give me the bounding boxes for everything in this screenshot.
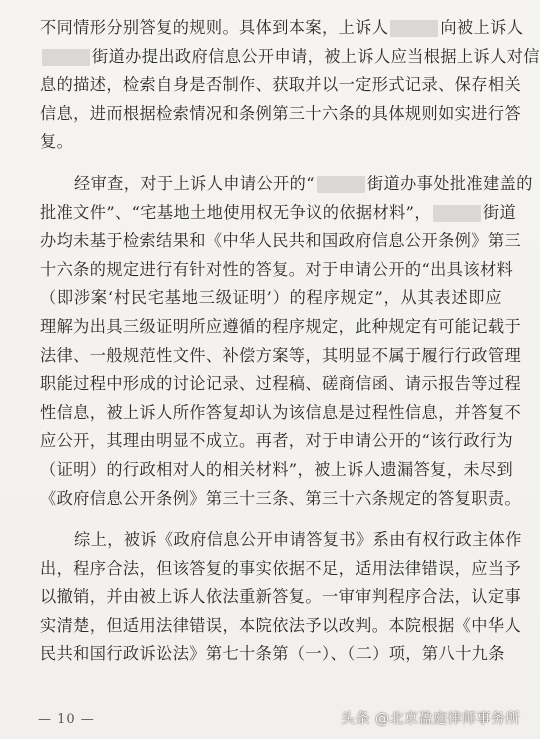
text-line	[40, 612, 522, 641]
text-line	[40, 100, 522, 129]
paragraph	[40, 14, 540, 157]
text-segment: （即涉案‘村民宅基地三级证明’）的程序规定”，从其表述即应	[40, 288, 502, 308]
text-line	[40, 485, 522, 514]
text-line	[40, 128, 502, 157]
text-segment: 批准文件”、“宅基地土地使用权无争议的依据材料”，	[40, 202, 431, 222]
page-number: — 10 —	[38, 712, 95, 727]
paragraph	[40, 526, 522, 669]
text-segment: 综上，被诉《政府信息公开申请答复书》系由有权行政主体作	[74, 530, 522, 549]
text-segment: 以撤销，并由被上诉人依法重新答复。一审审判程序合法，认定事	[40, 587, 522, 607]
paragraph	[40, 170, 533, 513]
text-segment: 法律、一般规范性文件、补偿方案等，其明显不属于履行行政管理	[40, 345, 522, 365]
text-line	[40, 14, 524, 43]
text-line	[40, 227, 522, 256]
text-line	[40, 399, 522, 428]
text-segment: 职能过程中形成的讨论记录、过程稿、磋商信函、请示报告等过程	[40, 374, 522, 394]
redaction-block	[42, 49, 90, 66]
text-line	[40, 43, 540, 72]
text-line	[40, 313, 522, 342]
text-segment: 应公开，其理由明显不成立。再者，对于申请公开的“该行政行为	[40, 431, 514, 451]
text-segment: 理解为出具三级证明所应遵循的程序规定，此种规定有可能记载于	[40, 316, 522, 336]
text-line	[40, 170, 533, 199]
text-segment: 街道办事处批准建盖的	[366, 174, 533, 193]
text-line	[40, 555, 522, 584]
text-segment: 民共和国行政诉讼法》第七十条第（一）、（二）项，第八十九条	[40, 644, 505, 664]
text-segment: 信息，进而根据检索情况和条例第三十六条的具体规则如实进行答	[40, 103, 522, 123]
text-segment: 实清楚，但适用法律错误，本院依法予以改判。本院根据《中华人	[40, 615, 522, 635]
text-line	[40, 526, 522, 555]
text-line	[40, 199, 517, 228]
text-line	[40, 640, 505, 669]
text-line	[40, 284, 502, 313]
redaction-block	[433, 205, 481, 222]
redaction-block	[317, 176, 365, 193]
text-segment: 复。	[40, 132, 74, 152]
text-line	[40, 370, 522, 399]
text-segment: 街道	[482, 202, 517, 222]
text-segment: 出，程序合法，但该答复的事实依据不足，适用法律错误，应当予	[40, 558, 522, 578]
text-segment: 不同情形分别答复的规则。具体到本案，上诉人	[40, 18, 389, 37]
text-segment: 向被上诉人	[440, 18, 524, 37]
text-line	[40, 342, 522, 371]
text-segment: 十六条的规定进行有针对性的答复。对于申请公开的“出具该材料	[40, 259, 514, 279]
text-line	[40, 427, 514, 456]
redaction-block	[390, 20, 438, 37]
text-line	[40, 583, 522, 612]
text-line	[40, 256, 514, 285]
text-segment: 息的描述，检索自身是否制作、获取并以一定形式记录、保存相关	[40, 75, 522, 95]
text-segment: 《政府信息公开条例》第三十三条、第三十六条规定的答复职责。	[40, 488, 522, 508]
text-line	[40, 456, 514, 485]
text-segment: （证明）的行政相对人的相关材料”，被上诉人遗漏答复，未尽到	[40, 459, 514, 479]
text-segment: 经审查，对于上诉人申请公开的“	[74, 174, 315, 193]
text-segment: 性信息，被上诉人所作答复却认为该信息是过程性信息，并答复不	[40, 402, 522, 422]
text-segment: 街道办提出政府信息公开申请，被上诉人应当根据上诉人对信	[92, 46, 540, 66]
watermark-text: 头条 @北京盈庭律师事务所	[341, 711, 520, 727]
text-segment: 办均未基于检索结果和《中华人民共和国政府信息公开条例》第三	[40, 231, 522, 251]
text-line	[40, 71, 522, 100]
